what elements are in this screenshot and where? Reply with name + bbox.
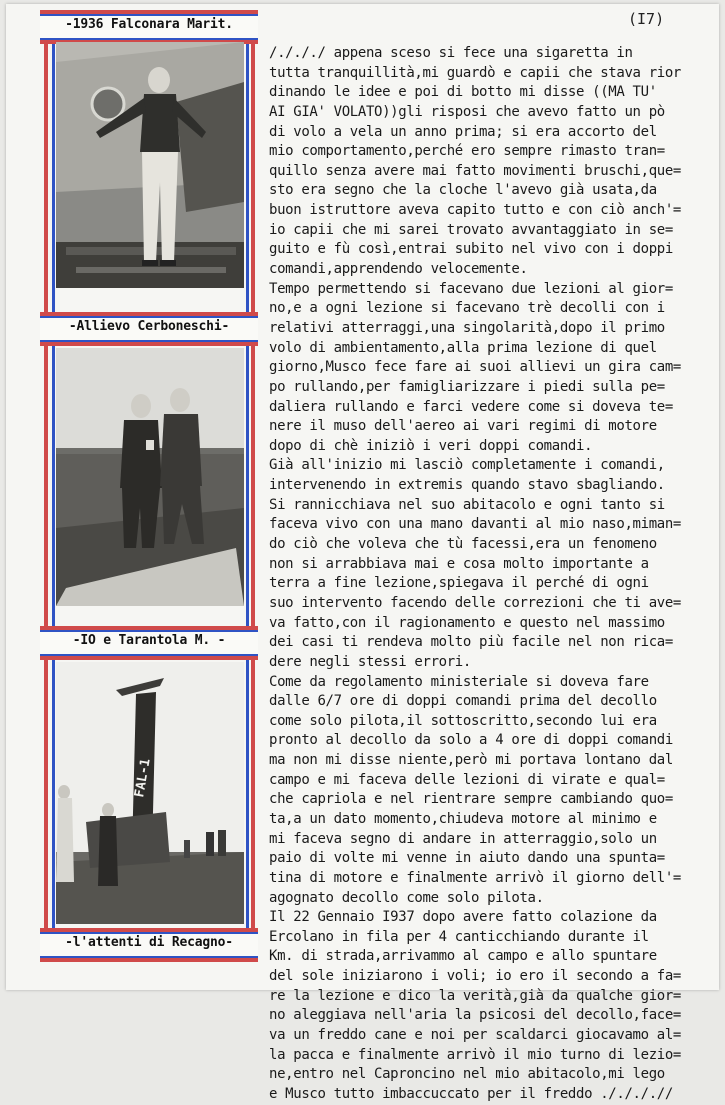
text-line: comandi,apprendendo velocemente. bbox=[269, 261, 528, 278]
text-line: po rullando,per famigliarizzare i piedi sulla pe= bbox=[269, 378, 665, 395]
text-line: dere negli stessi errori. bbox=[269, 653, 471, 670]
text-line: campo e mi faceva delle lezioni di virate e qual= bbox=[269, 771, 665, 788]
text-line: di volo a vela un anno prima; si era accorto del bbox=[269, 123, 657, 140]
text-line: suo intervento facendo delle correzioni che ti ave= bbox=[269, 594, 682, 611]
text-line: /./././ appena sceso si fece una sigaretta in bbox=[269, 45, 633, 61]
left-red-border bbox=[44, 12, 48, 958]
caption-box-2 bbox=[40, 312, 258, 346]
caption-box-1 bbox=[40, 10, 258, 44]
text-line: dei casi ti rendeva molto più facile nel non rica= bbox=[269, 634, 673, 651]
text-line: Km. di strada,arrivammo al campo e allo spuntare bbox=[269, 948, 657, 965]
text-line: mi faceva segno di andare in atterraggio,solo un bbox=[269, 830, 657, 847]
text-line: del sole iniziarono i voli; io ero il secondo a fa= bbox=[269, 968, 682, 985]
caption-box-4 bbox=[40, 928, 258, 962]
text-line: la pacca e finalmente arrivò il mio turno di lezio= bbox=[269, 1046, 682, 1063]
text-line: relativi atterraggi,una singolarità,dopo il primo bbox=[269, 319, 665, 336]
text-line: giorno,Musco fece fare ai suoi allievi un gira cam= bbox=[269, 359, 682, 376]
right-red-border bbox=[251, 12, 255, 958]
text-line: paio di volte mi venne in aiuto dando una spunta= bbox=[269, 850, 665, 867]
text-line: agognato decollo come solo pilota. bbox=[269, 889, 544, 906]
text-line: faceva vivo con una mano davanti al mio naso,miman= bbox=[269, 516, 682, 533]
text-line: tina di motore e finalmente arrivò il giorno dell'= bbox=[269, 869, 682, 886]
caption-1: -1936 Falconara Marit. bbox=[65, 17, 233, 32]
text-line: dalle 6/7 ore di doppi comandi prima del decollo bbox=[269, 693, 657, 710]
photo-two-students bbox=[56, 348, 244, 606]
text-line: che capriola e nel rientrare sempre cambiando quo= bbox=[269, 791, 673, 808]
text-line: sto era segno che la cloche l'avevo già usata,da bbox=[269, 182, 657, 199]
plane-marking: FAL-1 bbox=[132, 757, 154, 799]
text-line: non si arrabbiava mai e cosa molto importante a bbox=[269, 555, 649, 572]
text-line: Ercolano in fila per 4 canticchiando durante il bbox=[269, 928, 649, 945]
typewritten-body bbox=[269, 44, 725, 1105]
text-line: buon istruttore aveva capito tutto e con ciò anch'= bbox=[269, 202, 682, 219]
text-line: Il 22 Gennaio I937 dopo avere fatto colazione da bbox=[269, 909, 657, 926]
text-line: do ciò che voleva che tù facessi,era un fenomeno bbox=[269, 536, 657, 553]
text-line: intervenendo in extremis quando stavo sbagliando. bbox=[269, 477, 665, 494]
text-line: re la lezione e dico la verità,già da qualche gior= bbox=[269, 987, 682, 1004]
text-line: nere il muso dell'aereo ai vari regimi di motore bbox=[269, 418, 657, 435]
text-line: mio comportamento,perché ero sempre rimasto tran= bbox=[269, 143, 665, 160]
photo-pilot-by-aircraft bbox=[56, 42, 244, 288]
caption-2: -Allievo Cerboneschi- bbox=[68, 319, 230, 334]
text-line: Già all'inizio mi lasciò completamente i comandi, bbox=[269, 457, 665, 474]
text-line: no,e a ogni lezione si facevano trè decolli con i bbox=[269, 300, 665, 317]
photo-crashed-aircraft bbox=[56, 662, 244, 924]
caption-box-3 bbox=[40, 626, 258, 660]
text-line: guito e fù così,entrai subito nel vivo con i doppi bbox=[269, 241, 673, 258]
text-line: Tempo permettendo si facevano due lezioni al gior= bbox=[269, 280, 673, 297]
text-line: e Musco tutto imbaccuccato per il freddo ./././.// bbox=[269, 1085, 673, 1102]
text-line: ta,a un dato momento,chiudeva motore al minimo e bbox=[269, 810, 657, 827]
page-number: (I7) bbox=[628, 10, 665, 28]
text-line: io capii che mi sarei trovato avvantaggiato in se= bbox=[269, 221, 673, 238]
left-blue-border bbox=[52, 12, 55, 958]
text-line: volo di ambientamento,alla prima lezione di quel bbox=[269, 339, 657, 356]
document-page bbox=[6, 4, 719, 1102]
text-line: dopo di chè iniziò i veri doppi comandi. bbox=[269, 437, 593, 454]
text-line: dinando le idee e poi di botto mi disse ((MA TU' bbox=[269, 84, 657, 101]
text-line: pronto al decollo da solo a 4 ore di doppi comandi bbox=[269, 732, 673, 749]
text-line: no aleggiava nell'aria la psicosi del decollo,face= bbox=[269, 1007, 682, 1024]
text-line: come solo pilota,il sottoscritto,secondo lui era bbox=[269, 712, 657, 729]
text-line: quillo senza avere mai fatto movimenti bruschi,que= bbox=[269, 162, 682, 179]
text-line: tutta tranquillità,mi guardò e capii che stava rior bbox=[269, 64, 682, 81]
text-line: ma non mi disse niente,però mi portava lontano dal bbox=[269, 752, 673, 769]
caption-3: -IO e Tarantola M. - bbox=[72, 633, 226, 648]
text-line: Si rannicchiava nel suo abitacolo e ogni tanto si bbox=[269, 496, 665, 513]
text-line: daliera rullando e farci vedere come si doveva te= bbox=[269, 398, 673, 415]
text-line: va un freddo cane e noi per scaldarci giocavamo al= bbox=[269, 1027, 682, 1044]
text-line: AI GIA' VOLATO))gli risposi che avevo fatto un pò bbox=[269, 103, 665, 120]
caption-4: -l'attenti di Recagno- bbox=[65, 935, 233, 950]
text-line: terra a fine lezione,spiegava il perché di ogni bbox=[269, 575, 649, 592]
right-blue-border bbox=[246, 12, 249, 958]
text-line: va fatto,con il ragionamento e questo nel massimo bbox=[269, 614, 665, 631]
text-line: ne,entro nel Caproncino nel mio abitacolo,mi lego bbox=[269, 1066, 665, 1083]
text-line: Come da regolamento ministeriale si doveva fare bbox=[269, 673, 649, 690]
